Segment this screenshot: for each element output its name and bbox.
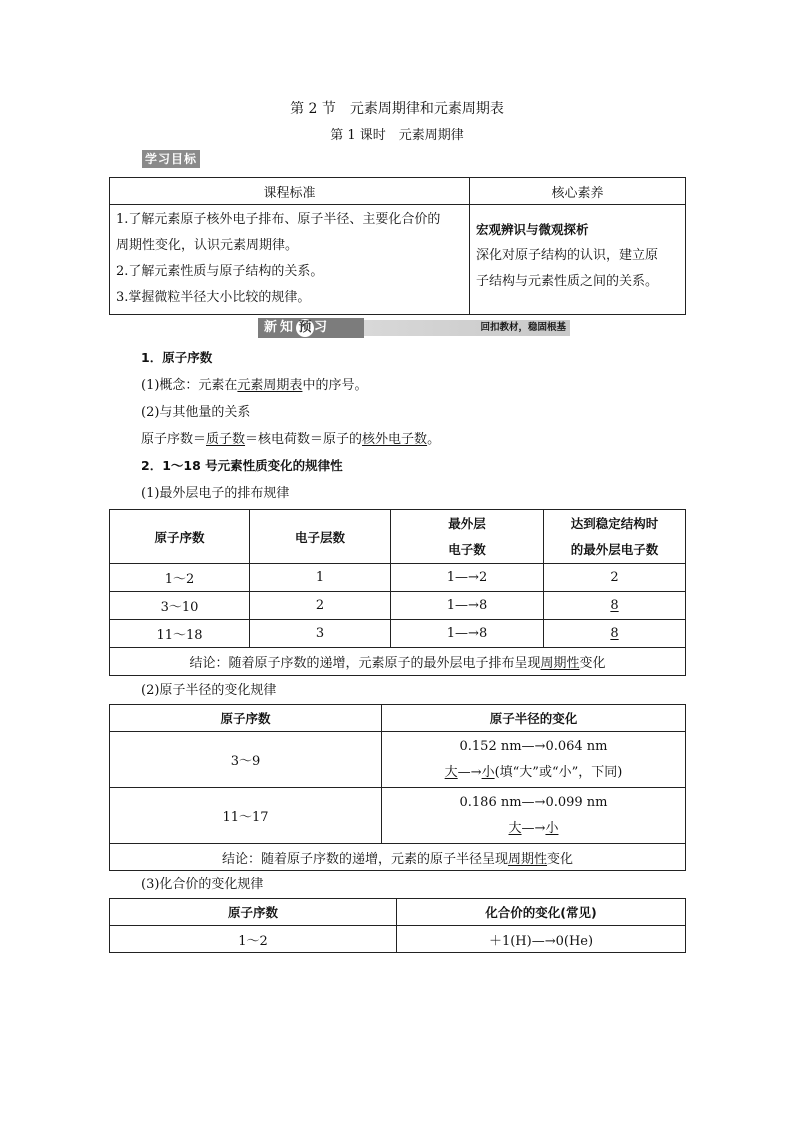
cell-outer: 1—→8 (391, 592, 544, 620)
answer-blank: 大 (444, 764, 458, 780)
header-valence-change: 化合价的变化(常见) (397, 899, 686, 926)
answer-blank: 小 (545, 820, 559, 836)
answer-blank: 8 (610, 626, 619, 641)
answer-blank: 8 (610, 598, 619, 613)
literacy-line: 子结构与元素性质之间的关系。 (476, 274, 659, 289)
answer-blank: 周期性 (540, 656, 580, 671)
cell-number: 11～17 (110, 788, 382, 844)
goals-header-literacy: 核心素养 (470, 178, 686, 205)
sub2-heading: (2)原子半径的变化规律 (141, 683, 277, 698)
section1-heading: 1．原子序数 (141, 350, 213, 365)
goals-header-standards: 课程标准 (110, 178, 470, 205)
cell-layers: 1 (250, 564, 391, 592)
answer-blank: 质子数 (206, 432, 246, 447)
table-row (110, 788, 686, 844)
cell-number: 3～10 (110, 592, 250, 620)
header-atomic-number: 原子序数 (110, 510, 250, 564)
cell-layers: 3 (250, 620, 391, 648)
radius-table (109, 704, 686, 871)
relation-line: 原子序数＝质子数＝核电荷数＝原子的核外电子数。 (141, 432, 441, 447)
cell-outer: 1—→2 (391, 564, 544, 592)
banner-subtitle: 回扣教材，稳固根基 (364, 320, 570, 336)
standards-cell (110, 205, 470, 315)
table-row (110, 926, 686, 953)
banner-label: 新知 预 习 (258, 318, 364, 338)
learning-goals-badge: 学习目标 (142, 150, 200, 168)
answer-blank: 核外电子数 (362, 432, 428, 447)
cell-radius: 0.186 nm—→0.099 nm 大—→小 (382, 788, 686, 844)
section2-heading: 2．1～18 号元素性质变化的规律性 (141, 458, 343, 473)
valence-table (109, 898, 686, 953)
cell-outer: 1—→8 (391, 620, 544, 648)
literacy-cell (470, 205, 686, 315)
concept-line: (1)概念：元素在元素周期表中的序号。 (141, 378, 368, 393)
cell-radius: 0.152 nm—→0.064 nm 大—→小(填“大”或“小”，下同) (382, 732, 686, 788)
lesson-title: 第 1 课时 元素周期律 (330, 128, 464, 143)
standard-line: 2.了解元素性质与原子结构的关系。 (116, 264, 324, 279)
electron-table (109, 509, 686, 676)
sub3-heading: (3)化合价的变化规律 (141, 877, 264, 892)
standard-line: 1.了解元素原子核外电子排布、原子半径、主要化合价的 (116, 212, 441, 227)
literacy-title: 宏观辨识与微观探析 (476, 222, 589, 237)
cell-number: 3～9 (110, 732, 382, 788)
cell-valence: ＋1(H)—→0(He) (397, 926, 686, 953)
cell-number: 1～2 (110, 926, 397, 953)
header-atomic-number: 原子序数 (110, 899, 397, 926)
standard-line: 周期性变化，认识元素周期律。 (116, 238, 299, 253)
banner-circle: 预 (296, 319, 314, 337)
electron-conclusion: 结论：随着原子序数的递增，元素原子的最外层电子排布呈现周期性变化 (110, 648, 686, 676)
table-row (110, 732, 686, 788)
cell-number: 11～18 (110, 620, 250, 648)
header-electron-layers: 电子层数 (250, 510, 391, 564)
answer-blank: 元素周期表 (237, 378, 303, 393)
cell-number: 1～2 (110, 564, 250, 592)
table-row (110, 564, 686, 592)
cell-stable: 2 (544, 564, 686, 592)
radius-conclusion: 结论：随着原子序数的递增，元素的原子半径呈现周期性变化 (110, 844, 686, 871)
literacy-line: 深化对原子结构的认识，建立原 (476, 248, 659, 263)
cell-layers: 2 (250, 592, 391, 620)
answer-blank: 大 (508, 820, 522, 836)
header-radius-change: 原子半径的变化 (382, 705, 686, 732)
header-stable-electrons: 达到稳定结构时 的最外层电子数 (544, 510, 686, 564)
answer-blank: 周期性 (507, 851, 547, 867)
goals-table (109, 177, 686, 315)
answer-blank: 小 (481, 764, 495, 780)
preview-banner (258, 318, 570, 338)
table-row (110, 620, 686, 648)
table-row (110, 592, 686, 620)
standard-line: 3.掌握微粒半径大小比较的规律。 (116, 290, 311, 305)
section-title: 第 2 节 元素周期律和元素周期表 (290, 101, 504, 117)
relation-heading: (2)与其他量的关系 (141, 405, 251, 420)
header-outer-electrons: 最外层 电子数 (391, 510, 544, 564)
sub1-heading: (1)最外层电子的排布规律 (141, 486, 290, 501)
header-atomic-number: 原子序数 (110, 705, 382, 732)
